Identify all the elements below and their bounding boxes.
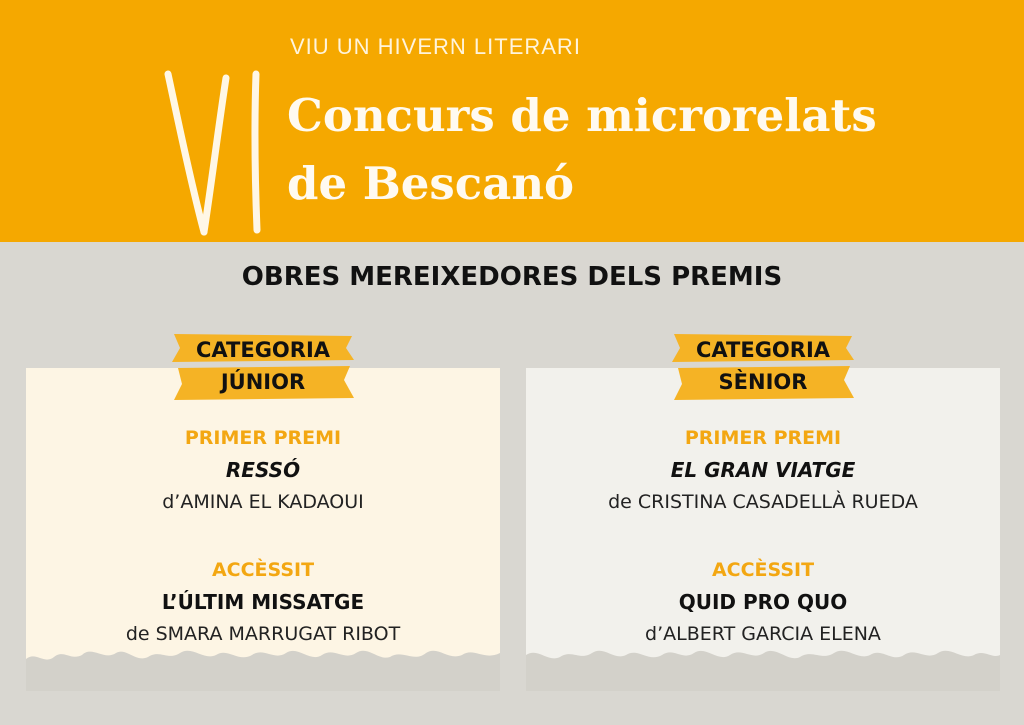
badge-line1: CATEGORIA bbox=[195, 338, 331, 362]
category-badge-senior bbox=[668, 330, 858, 402]
contest-title bbox=[287, 82, 987, 218]
badge-line2: SÈNIOR bbox=[718, 370, 808, 394]
accessit-label: ACCÈSSIT bbox=[711, 559, 815, 581]
accessit-author: de SMARA MARRUGAT RIBOT bbox=[125, 623, 401, 645]
first-prize-work: EL GRAN VIATGE bbox=[670, 458, 856, 482]
accessit-label: ACCÈSSIT bbox=[211, 559, 315, 581]
header-banner bbox=[0, 0, 1024, 242]
accessit-work: L’ÚLTIM MISSATGE bbox=[161, 590, 365, 614]
contest-title-line1: Concurs de microrelats bbox=[287, 89, 877, 142]
badge-line2: JÚNIOR bbox=[220, 370, 306, 394]
senior-awards bbox=[526, 422, 1000, 650]
tagline: VIU UN HIVERN LITERARI bbox=[290, 34, 581, 59]
accessit-author: d’ALBERT GARCIA ELENA bbox=[645, 623, 881, 645]
first-prize-author: de CRISTINA CASADELLÀ RUEDA bbox=[608, 491, 918, 513]
first-prize-author: d’AMINA EL KADAOUI bbox=[162, 491, 364, 513]
category-badge-junior bbox=[168, 330, 358, 402]
accessit-work: QUID PRO QUO bbox=[678, 590, 848, 614]
contest-title-line2: de Bescanó bbox=[287, 157, 575, 210]
first-prize-label: PRIMER PREMI bbox=[184, 427, 342, 449]
first-prize-label: PRIMER PREMI bbox=[684, 427, 842, 449]
first-prize-work: RESSÓ bbox=[225, 458, 301, 482]
section-title: OBRES MEREIXEDORES DELS PREMIS bbox=[241, 262, 783, 292]
edition-roman-numeral bbox=[160, 70, 270, 238]
badge-line1: CATEGORIA bbox=[695, 338, 831, 362]
junior-awards bbox=[26, 422, 500, 650]
